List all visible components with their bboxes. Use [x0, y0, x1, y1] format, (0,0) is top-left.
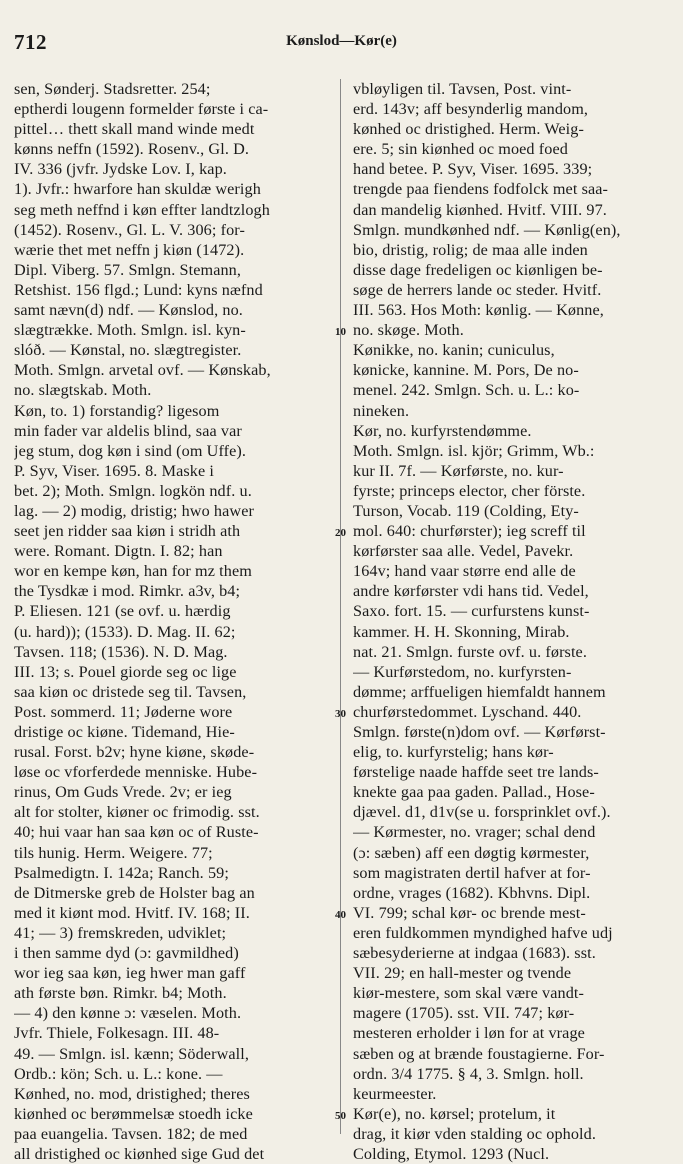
text-line: Saxo. fort. 15. — curfurstens kunst-: [353, 602, 590, 621]
text-line: kammer. H. H. Skonning, Mirab.: [353, 622, 570, 641]
text-line: — 4) den kønne ɔ: væselen. Moth.: [14, 1004, 242, 1023]
text-line: seet jen ridder saa kiøn i stridh ath: [14, 522, 241, 541]
text-line: all dristighed oc kiønhed sige Gud det: [14, 1144, 265, 1163]
line-marker: 40: [335, 909, 346, 922]
text-line: i then samme dyd (ɔ: gavmildhed): [14, 944, 239, 963]
text-line: — Kørmester, no. vrager; schal dend: [353, 823, 596, 842]
text-line: saa kiøn oc dristede seg til. Tavsen,: [14, 682, 247, 701]
text-line: dan mandelig kiønhed. Hvitf. VIII. 97.: [353, 200, 607, 219]
text-line: Kør(e), no. kørsel; protelum, it: [353, 1104, 556, 1123]
text-line: fyrste; princeps elector, cher förste.: [353, 481, 586, 500]
text-line: hand betee. P. Syv, Viser. 1695. 339;: [353, 160, 593, 179]
text-line: jeg stum, dog køn i sind (om Uffe).: [14, 441, 247, 460]
right-column: [353, 79, 671, 1164]
text-line: bet. 2); Moth. Smlgn. logkön ndf. u.: [14, 481, 252, 500]
text-line: III. 563. Hos Moth: kønlig. — Kønne,: [353, 301, 604, 320]
text-line: søge de herrers lande oc steder. Hvitf.: [353, 280, 602, 299]
text-line: tils hunig. Herm. Weigere. 77;: [14, 843, 213, 862]
page-header: [0, 0, 683, 60]
text-line: alt for stolter, kiøner oc frimodig. sst.: [14, 803, 260, 822]
text-line: III. 13; s. Pouel giorde seg oc lige: [14, 662, 237, 681]
text-line: knekte gaa paa gaden. Pallad., Hose-: [353, 783, 595, 802]
text-line: disse dage fredeligen oc kiønligen be-: [353, 260, 603, 279]
text-line: slóð. — Kønstal, no. slægtregister.: [14, 341, 242, 360]
text-line: sæben og at brænde foustagierne. For-: [353, 1044, 605, 1063]
text-line: kønns neffn (1592). Rosenv., Gl. D.: [14, 140, 250, 159]
line-marker: 20: [335, 527, 346, 540]
text-line: Moth. Smlgn. isl. kjör; Grimm, Wb.:: [353, 441, 595, 460]
text-line: min fader var aldelis blind, saa var: [14, 421, 242, 440]
text-line: kønhed oc dristighed. Herm. Weig-: [353, 120, 584, 139]
text-line: samt nævn(d) ndf. — Kønslod, no.: [14, 301, 243, 320]
text-line: mol. 640: churførster); ieg screff til: [353, 522, 586, 541]
text-line: Jvfr. Thiele, Folkesagn. III. 48-: [14, 1024, 220, 1043]
text-line: dristige oc kiøne. Tidemand, Hie-: [14, 723, 235, 741]
text-line: nineken.: [353, 401, 410, 420]
text-line: IV. 336 (jvfr. Jydske Lov. I, kap.: [14, 160, 227, 179]
text-line: no. slægtskab. Moth.: [14, 381, 152, 400]
text-line: Retshist. 156 flgd.; Lund: kyns næfnd: [14, 280, 263, 299]
text-line: Ordb.: kön; Sch. u. L.: kone. —: [14, 1064, 223, 1083]
text-line: løse oc vforferdede menniske. Hube-: [14, 763, 258, 782]
text-line: sæbesyderierne at indgaa (1683). sst.: [353, 944, 596, 963]
text-line: kur II. 7f. — Kørførste, no. kur-: [353, 461, 564, 480]
text-line: keurmeester.: [353, 1084, 437, 1103]
line-marker: 50: [335, 1110, 346, 1123]
text-line: med it kiønt mod. Hvitf. IV. 168; II.: [14, 903, 250, 922]
text-line: P. Syv, Viser. 1695. 8. Maske i: [14, 461, 214, 480]
text-line: rinus, Om Guds Vrede. 2v; er ieg: [14, 783, 232, 802]
text-line: Kønhed, no. mod, dristighed; theres: [14, 1084, 250, 1103]
text-line: Turson, Vocab. 119 (Colding, Ety-: [353, 501, 579, 520]
page-number: 712: [14, 30, 47, 54]
text-line: P. Eliesen. 121 (se ovf. u. hærdig: [14, 602, 231, 621]
text-line: ere. 5; sin kiønhed oc moed foed: [353, 140, 568, 159]
text-line: nat. 21. Smlgn. furste ovf. u. første.: [353, 642, 587, 661]
text-line: lag. — 2) modig, dristig; hwo hawer: [14, 501, 254, 520]
text-line: wærie thet met neffn j kiøn (1472).: [14, 240, 245, 259]
text-line: 49. — Smlgn. isl. kænn; Söderwall,: [14, 1044, 249, 1063]
text-line: Kønikke, no. kanin; cuniculus,: [353, 341, 555, 360]
text-line: ath første bøn. Rimkr. b4; Moth.: [14, 984, 227, 1003]
text-line: slægtrække. Moth. Smlgn. isl. kyn-: [14, 321, 246, 340]
text-line: Smlgn. mundkønhed ndf. — Kønlig(en),: [353, 220, 621, 239]
text-line: eren fuldkommen myndighed hafve udj: [353, 923, 613, 942]
text-line: (1452). Rosenv., Gl. L. V. 306; for-: [14, 220, 245, 239]
text-line: vbløyligen til. Tavsen, Post. vint-: [353, 80, 572, 98]
text-line: djævel. d1, d1v(se u. forsprinklet ovf.).: [353, 803, 611, 822]
text-line: eptherdi lougenn formelder første i ca-: [14, 100, 269, 119]
text-line: 40; hui vaar han saa køn oc of Ruste-: [14, 823, 259, 842]
text-line: wor ieg saa køn, ieg hwer man gaff: [14, 964, 246, 983]
text-line: trengde paa fiendens fodfolck met saa-: [353, 180, 609, 199]
line-marker: 30: [335, 708, 346, 721]
text-line: pittel… thett skall mand winde medt: [14, 120, 255, 139]
text-line: kiør-mestere, som skal være vandt-: [353, 984, 584, 1003]
text-line: kønicke, kannine. M. Pors, De no-: [353, 361, 579, 380]
text-line: Køn, to. 1) forstandig? ligesom: [14, 401, 220, 420]
text-line: the Tysdkæ i mod. Rimkr. a3v, b4;: [14, 582, 241, 601]
running-head: Kønslod—Kør(e): [286, 33, 397, 49]
text-line: 41; — 3) fremskreden, udviklet;: [14, 923, 227, 942]
text-line: (u. hard)); (1533). D. Mag. II. 62;: [14, 622, 236, 641]
text-line: kørførster saa alle. Vedel, Pavekr.: [353, 542, 574, 561]
text-line: Post. sommerd. 11; Jøderne wore: [14, 702, 233, 721]
text-line: de Ditmerske greb de Holster bag an: [14, 883, 255, 902]
text-line: Tavsen. 118; (1536). N. D. Mag.: [14, 642, 228, 661]
text-line: paa euangelia. Tavsen. 182; de med: [14, 1124, 248, 1143]
text-line: ordne, vrages (1682). Kbhvns. Dipl.: [353, 883, 591, 902]
text-line: — Kurførstedom, no. kurfyrsten-: [353, 662, 572, 681]
text-line: drag, it kiør vden stalding oc ophold.: [353, 1124, 596, 1143]
text-line: erd. 143v; aff besynderlig mandom,: [353, 100, 589, 119]
text-line: andre kørførster vdi hans tid. Vedel,: [353, 582, 589, 601]
text-line: wor en kempe køn, han for mz them: [14, 562, 252, 581]
line-marker: 10: [335, 326, 346, 339]
text-line: Moth. Smlgn. arvetal ovf. — Kønskab,: [14, 361, 271, 380]
text-line: no. skøge. Moth.: [353, 321, 464, 340]
text-line: were. Romant. Digtn. I. 82; han: [14, 542, 223, 561]
text-line: Kør, no. kurfyrstendømme.: [353, 421, 532, 440]
text-line: 164v; hand vaar større end alle de: [353, 562, 576, 581]
text-line: seg meth neffnd i køn effter landtzlogh: [14, 200, 270, 219]
column-divider: [340, 79, 341, 1134]
text-line: mesteren erholder i løn for at vrage: [353, 1024, 585, 1043]
text-line: Psalmedigtn. I. 142a; Ranch. 59;: [14, 863, 229, 882]
text-line: rusal. Forst. b2v; hyne kiøne, skøde-: [14, 743, 255, 762]
text-line: churførstedommet. Lyschand. 440.: [353, 702, 582, 721]
text-line: dømme; arffueligen hiemfaldt hannem: [353, 682, 606, 701]
text-line: kiønhed oc berømmelsæ stoedh icke: [14, 1104, 253, 1123]
text-line: elig, to. kurfyrstelig; hans kør-: [353, 743, 554, 762]
text-line: førstelige naade haffde seet tre lands-: [353, 763, 599, 782]
text-line: Colding, Etymol. 1293 (Nucl.: [353, 1144, 550, 1163]
text-line: (ɔ: sæben) aff een døgtig kørmester,: [353, 843, 590, 862]
text-line: Smlgn. første(n)dom ovf. — Kørførst-: [353, 723, 606, 741]
text-line: VI. 799; schal kør- oc brende mest-: [353, 903, 586, 922]
text-line: Dipl. Viberg. 57. Smlgn. Stemann,: [14, 260, 242, 279]
text-line: bio, dristig, rolig; de maa alle inden: [353, 240, 588, 259]
text-line: sen, Sønderj. Stadsretter. 254;: [14, 80, 211, 98]
text-line: som magistraten dertil hafver at for-: [353, 863, 591, 882]
text-line: VII. 29; en hall-mester og tvende: [353, 964, 572, 983]
text-line: menel. 242. Smlgn. Sch. u. L.: ko-: [353, 381, 580, 400]
text-line: 1). Jvfr.: hwarfore han skuldæ werigh: [14, 180, 261, 199]
text-line: ordn. 3/4 1775. § 4, 3. Smlgn. holl.: [353, 1064, 584, 1083]
text-line: magere (1705). sst. VII. 747; kør-: [353, 1004, 575, 1023]
left-column: [14, 79, 336, 1164]
